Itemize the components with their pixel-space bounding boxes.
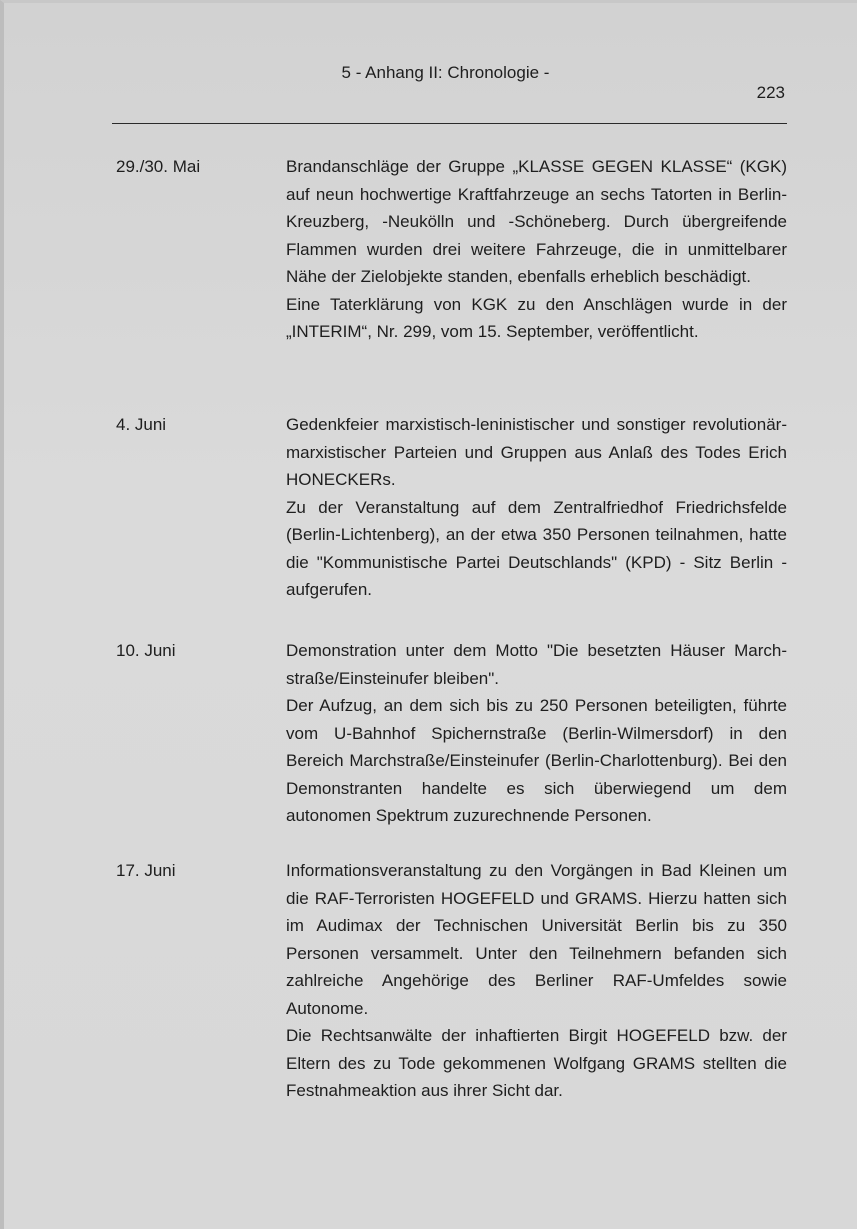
- entry-date: 29./30. Mai: [116, 157, 201, 176]
- entry-paragraph: Informationsveranstaltung zu den Vorgängen in Bad Kleinen um die RAF-Terroristen HOGEFELD und GRAMS. Hierzu hatten sich im Audimax der Technischen Universität Berlin bis zu 350 Personen versammelt. Unter den Teilnehmern befanden sich zahlreiche Angehörige des Berliner RAF-Umfeldes sowie Autonome.: [286, 861, 787, 1018]
- page-number: 223: [756, 83, 785, 102]
- entry-body: [286, 857, 787, 1105]
- chronology-entry: [116, 857, 787, 1105]
- chronology-list: [116, 153, 787, 1105]
- entry-paragraph: Der Aufzug, an dem sich bis zu 250 Personen beteiligten, führte vom U-Bahnhof Spichernstraße (Berlin-Wilmersdorf) in den Bereich Marchstraße/Einsteinufer (Berlin-Charlottenburg). Bei den Demonstranten handelte es sich überwiegend um dem autonomen Spektrum zuzurechnende Personen.: [286, 696, 787, 825]
- entry-paragraph: Eine Taterklärung von KGK zu den Anschlägen wurde in der „INTERIM“, Nr. 299, vom 15. September, veröffentlicht.: [286, 294, 787, 341]
- chronology-entry: [116, 411, 787, 637]
- entry-date: 4. Juni: [116, 415, 167, 434]
- entry-paragraph: Demonstration unter dem Motto "Die besetzten Häuser Marchstraße/Einsteinufer bleiben".: [286, 641, 787, 688]
- entry-paragraph: Gedenkfeier marxistisch-leninistischer und sonstiger revolutionär-marxistischer Parteien und Gruppen aus Anlaß des Todes Erich HONECKERs.: [286, 415, 787, 489]
- entry-paragraph: Zu der Veranstaltung auf dem Zentralfriedhof Friedrichsfelde (Berlin-Lichtenberg), an der etwa 350 Personen teilnahmen, hatte die "Kommunistische Partei Deutschlands" (KPD) - Sitz Berlin - aufgerufen.: [286, 497, 787, 599]
- chronology-entry: [116, 153, 787, 411]
- entry-body: [286, 411, 787, 637]
- entry-body: [286, 153, 787, 411]
- chronology-entry: [116, 637, 787, 857]
- entry-body: [286, 637, 787, 857]
- header-rule: [112, 123, 787, 124]
- entry-date: 17. Juni: [116, 861, 176, 880]
- entry-paragraph: Die Rechtsanwälte der inhaftierten Birgit HOGEFELD bzw. der Eltern des zu Tode gekommenen Wolfgang GRAMS stellten die Festnahmeaktion aus ihrer Sicht dar.: [286, 1026, 787, 1100]
- entry-date: 10. Juni: [116, 641, 176, 660]
- running-head: 5 - Anhang II: Chronologie -: [341, 63, 550, 82]
- entry-paragraph: Brandanschläge der Gruppe „KLASSE GEGEN KLASSE“ (KGK) auf neun hochwertige Kraftfahrzeuge an sechs Tatorten in Berlin-Kreuzberg, -Neukölln und -Schöneberg. Durch übergreifende Flammen wurden drei weitere Fahrzeuge, die in unmittelbarer Nähe der Zielobjekte standen, ebenfalls erheblich beschädigt.: [286, 157, 787, 286]
